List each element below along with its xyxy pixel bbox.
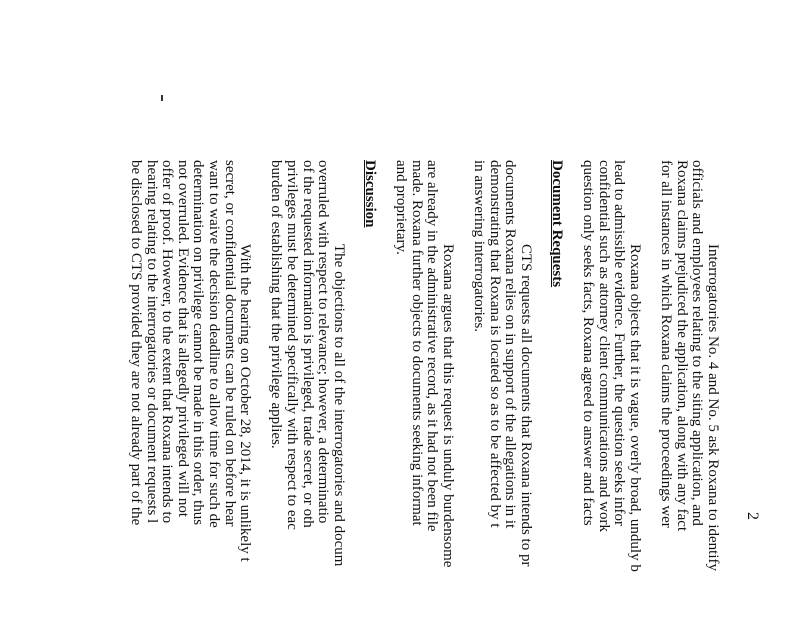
spacer [377,160,393,618]
spacer [252,160,268,618]
paragraph-6-line: not overruled. Evidence that is allegedly privileged will not [174,160,191,517]
paragraph-3-line: in answering interrogatories. [471,160,488,333]
paragraph-6-line: want to waive the decision deadline to allow time for such de [206,160,222,528]
spacer [564,160,580,618]
page-number: 2 [744,512,761,520]
paragraph-1-line: for all instances in which Roxana claims the proceedings wer [658,160,675,528]
spacer [533,160,549,618]
paragraph-2-line: lead to admissible evidence. Further, the question seeks infor [611,160,628,526]
paragraph-4-line: are already in the administrative record, as it had not been file [424,160,441,532]
paragraph-2-line: confidential such as attorney client communications and work [595,160,612,532]
paragraph-3-line: demonstrating that Roxana is located so as to be affected by t [486,160,503,528]
paragraph-5-line: burden of establishing that the privilege applies. [268,160,285,449]
paragraph-1-line: Roxana claims prejudiced the application, along with any fact [673,160,690,532]
paragraph-4-line: Roxana argues that this request is unduly burdensome [439,244,456,568]
paragraph-5-line: overruled with respect to relevance; however, a determinatio [315,160,332,524]
section-heading-discussion: Discussion [361,160,378,228]
paragraph-5-line: of the requested information is privileged, trade secret, or oth [299,160,316,528]
paragraph-6-line: determination on privilege cannot be made in this order, thus [190,160,207,526]
rotated-text-block [127,160,720,618]
paragraph-1-line: officials and employees relating to the siting application, and [689,160,706,526]
spacer [346,160,362,618]
spacer [455,160,471,618]
paragraph-2-line: question only seeks facts, Roxana agreed to answer and facts [580,160,597,526]
paragraph-5-line: privileges must be determined specifically with respect to eac [283,160,300,530]
paragraph-4-line: and proprietary. [393,160,410,255]
section-heading-document-requests: Document Requests [549,160,566,288]
spacer [642,160,658,618]
paragraph-5-line: The objections to all of the interrogatories and docum [330,244,347,567]
scan-speck [161,95,163,101]
paragraph-6-line: hearing relating to the interrogatories or document requests l [143,160,160,524]
paragraph-3-line: documents Roxana relies on in support of the allegations in it [502,160,519,529]
paragraph-6-line: offer of proof. However, to the extent that Roxana intends to [159,160,176,524]
paragraph-6-line: be disclosed to CTS provided they are not already part of the [128,160,145,526]
paragraph-6-line: secret, or confidential documents can be ruled on before hear [221,160,238,527]
paragraph-6-line: With the hearing on October 28, 2014, it is unlikely t [237,244,254,562]
paragraph-4-line: made. Roxana further objects to documents seeking informat [408,160,425,526]
paragraph-2-line: Roxana objects that it is vague, overly broad, unduly b [627,244,644,572]
paragraph-1-line: Interrogatories No. 4 and No. 5 ask Roxana to identify [705,244,721,572]
paragraph-3-line: CTS requests all documents that Roxana intends to pr [517,244,534,567]
